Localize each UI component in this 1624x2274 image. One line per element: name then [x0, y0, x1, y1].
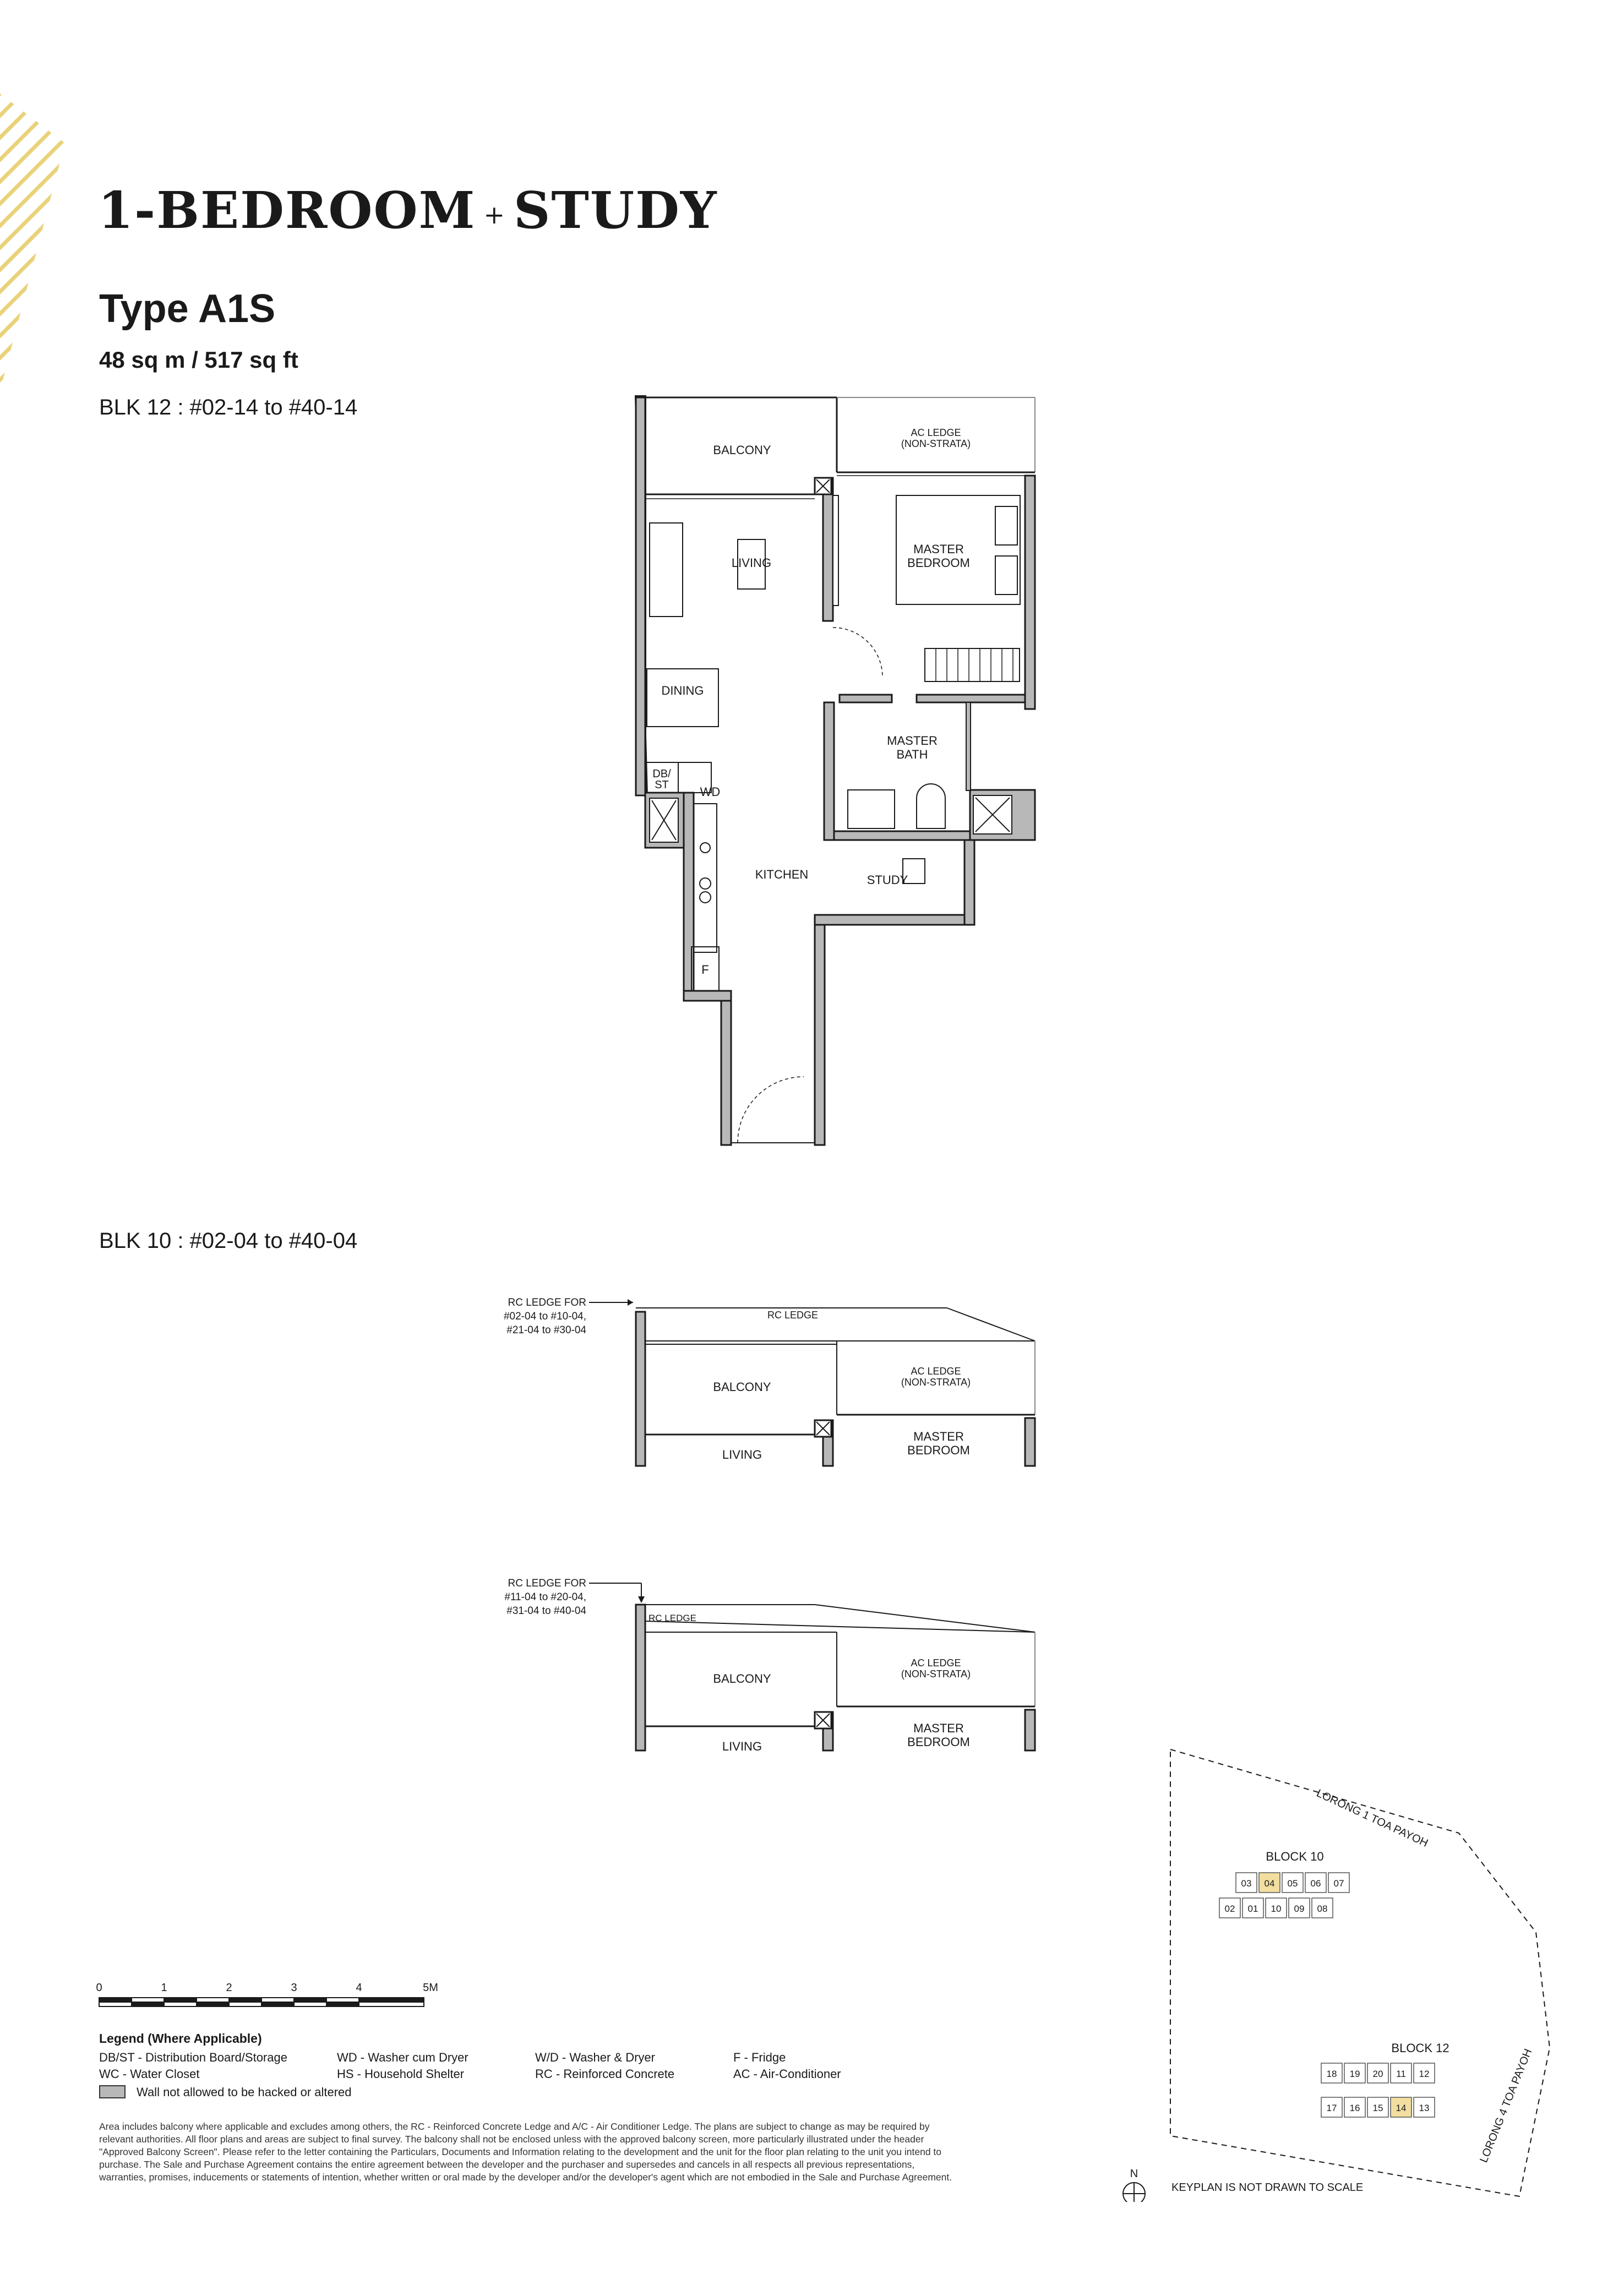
scale-bar	[94, 1979, 446, 2017]
unit-label-12: 12	[1419, 2069, 1430, 2079]
scale-tick-5: 5M	[423, 1982, 438, 1994]
legend-w-d: W/D - Washer & Dryer	[535, 2051, 655, 2064]
unit-label-17: 17	[1326, 2103, 1337, 2113]
legend-rc: RC - Reinforced Concrete	[535, 2067, 675, 2081]
road-lorong-1: LORONG 1 TOA PAYOH	[1314, 1787, 1430, 1850]
page-title	[98, 181, 718, 240]
v2-note-2: #11-04 to #20-04,	[504, 1591, 586, 1603]
v1-label-ac: AC LEDGE	[911, 1366, 961, 1377]
unit-label-01: 01	[1247, 1904, 1258, 1914]
unit-label-14: 14	[1396, 2103, 1407, 2113]
v2-note-1: RC LEDGE FOR	[508, 1578, 586, 1589]
keyplan-note: KEYPLAN IS NOT DRAWN TO SCALE	[1171, 2182, 1364, 2194]
v2-label-ac: AC LEDGE	[911, 1657, 961, 1668]
unit-label-16: 16	[1349, 2103, 1360, 2113]
v1-label-living: LIVING	[722, 1448, 762, 1462]
blk12-range: BLK 12 : #02-14 to #40-14	[99, 395, 358, 419]
unit-label-08: 08	[1317, 1904, 1328, 1914]
v2-label-bedroom: MASTER	[913, 1721, 964, 1735]
corner-stripes-decoration	[0, 94, 72, 391]
title-plus: +	[483, 200, 506, 230]
block10-units	[1219, 1873, 1349, 1918]
v2-rc-ledge: RC LEDGE	[648, 1613, 696, 1623]
label-kitchen: KITCHEN	[755, 868, 809, 881]
v1-label-bedroom-2: BEDROOM	[907, 1443, 970, 1457]
disclaimer: Area includes balcony where applicable and excludes among others, the RC - Reinforced Concrete Ledge and A/C - Air Conditioner Ledge. The plans are subject to change as may be required by relevant authorities. All floor plans and areas are subject to final survey. The balcony shall not be enclosed unless with the approved balcony screen, more particularly illustrated under the header "Approved Balcony Screen". Please refer to the letter containing the Particulars, Documents and Information relating to the development and the unit for the floor plan relating to the unit you intend to purchase. The Sale and Purchase Agreement contains the entire agreement between the developer and the purchaser and supersedes and cancels in all respects all previous representations, warranties, promises, inducements or statements of intention, whether written or oral made by the developer and/or the developer's agent which are not embodied in the Sale and Purchase Agreement.	[99, 2121, 952, 2183]
label-balcony: BALCONY	[713, 443, 771, 457]
unit-label-19: 19	[1349, 2069, 1360, 2079]
legend-dbst: DB/ST - Distribution Board/Storage	[99, 2051, 287, 2064]
v2-label-balcony: BALCONY	[713, 1672, 771, 1686]
legend-ac: AC - Air-Conditioner	[733, 2067, 841, 2081]
basin	[848, 790, 895, 828]
keyplan	[1101, 1734, 1569, 2202]
wall-swatch	[99, 2085, 126, 2098]
unit-label-07: 07	[1333, 1878, 1344, 1889]
unit-label-18: 18	[1326, 2069, 1337, 2079]
block10-label: BLOCK 10	[1266, 1850, 1324, 1863]
legend-wall-note: Wall not allowed to be hacked or altered	[137, 2085, 352, 2099]
label-fridge: F	[701, 963, 709, 977]
v1-label-balcony: BALCONY	[713, 1380, 771, 1394]
unit-label-02: 02	[1224, 1904, 1235, 1914]
block12-units	[1321, 2063, 1435, 2117]
block12-label: BLOCK 12	[1391, 2041, 1449, 2055]
road-lorong-4: LORONG 4 TOA PAYOH	[1478, 2047, 1535, 2164]
scale-tick-3: 3	[291, 1982, 297, 1994]
north-label: N	[1130, 2168, 1138, 2180]
wall-partition	[823, 478, 833, 621]
legend-wc: WC - Water Closet	[99, 2067, 200, 2081]
variant-plan-1	[473, 1288, 1057, 1470]
unit-label-06: 06	[1310, 1878, 1321, 1889]
title-bedroom: 1-BEDROOM	[98, 181, 476, 240]
v1-note-2: #02-04 to #10-04,	[503, 1311, 586, 1322]
scale-tick-4: 4	[356, 1982, 362, 1994]
dining-table	[647, 669, 718, 727]
label-master-bath: MASTER	[887, 734, 938, 748]
v2-label-bedroom-2: BEDROOM	[907, 1735, 970, 1749]
scale-tick-0: 0	[96, 1982, 102, 1994]
unit-area: 48 sq m / 517 sq ft	[99, 347, 298, 373]
sofa	[650, 523, 683, 617]
unit-label-03: 03	[1241, 1878, 1252, 1889]
floor-plan-main	[606, 385, 1057, 1156]
label-master-bedroom: MASTER	[913, 542, 964, 556]
wall-left	[636, 396, 645, 795]
unit-label-15: 15	[1372, 2103, 1383, 2113]
scale-tick-1: 1	[161, 1982, 167, 1994]
label-study: STUDY	[867, 873, 908, 887]
label-living: LIVING	[731, 556, 772, 570]
unit-label-11: 11	[1396, 2069, 1406, 2079]
scale-tick-2: 2	[226, 1982, 232, 1994]
wardrobe	[925, 648, 1020, 681]
label-master-bedroom-2: BEDROOM	[907, 556, 970, 570]
unit-label-05: 05	[1287, 1878, 1298, 1889]
blk10-range: BLK 10 : #02-04 to #40-04	[99, 1229, 358, 1253]
unit-label-09: 09	[1294, 1904, 1305, 1914]
variant-plan-2	[473, 1569, 1057, 1756]
label-ac-ledge: AC LEDGE	[911, 427, 961, 438]
label-dining: DINING	[661, 684, 704, 697]
wall-bath-left	[824, 702, 834, 840]
legend-fridge: F - Fridge	[733, 2051, 786, 2064]
label-master-bath-2: BATH	[896, 748, 928, 761]
unit-label-20: 20	[1372, 2069, 1383, 2079]
v2-label-ac-sub: (NON-STRATA)	[901, 1668, 971, 1679]
unit-label-04: 04	[1264, 1878, 1275, 1889]
unit-label-10: 10	[1271, 1904, 1282, 1914]
label-wd: WD	[700, 785, 721, 799]
toilet	[917, 784, 945, 828]
v1-note-1: RC LEDGE FOR	[508, 1297, 586, 1308]
legend-wd: WD - Washer cum Dryer	[337, 2051, 468, 2064]
label-dbst-2: ST	[655, 779, 669, 791]
v1-note-3: #21-04 to #30-04	[506, 1324, 586, 1336]
title-study: STUDY	[513, 181, 718, 240]
v1-label-bedroom: MASTER	[913, 1430, 964, 1443]
label-ac-ledge-sub: (NON-STRATA)	[901, 438, 971, 449]
unit-label-13: 13	[1419, 2103, 1430, 2113]
v1-rc-ledge: RC LEDGE	[767, 1310, 819, 1321]
legend-title: Legend (Where Applicable)	[99, 2031, 262, 2046]
legend-hs: HS - Household Shelter	[337, 2067, 465, 2081]
v2-label-living: LIVING	[722, 1739, 762, 1753]
v1-label-ac-sub: (NON-STRATA)	[901, 1377, 971, 1388]
label-dbst: DB/	[652, 768, 671, 780]
wall-right	[1025, 476, 1035, 709]
unit-type: Type A1S	[99, 287, 276, 331]
v2-note-3: #31-04 to #40-04	[506, 1605, 586, 1617]
